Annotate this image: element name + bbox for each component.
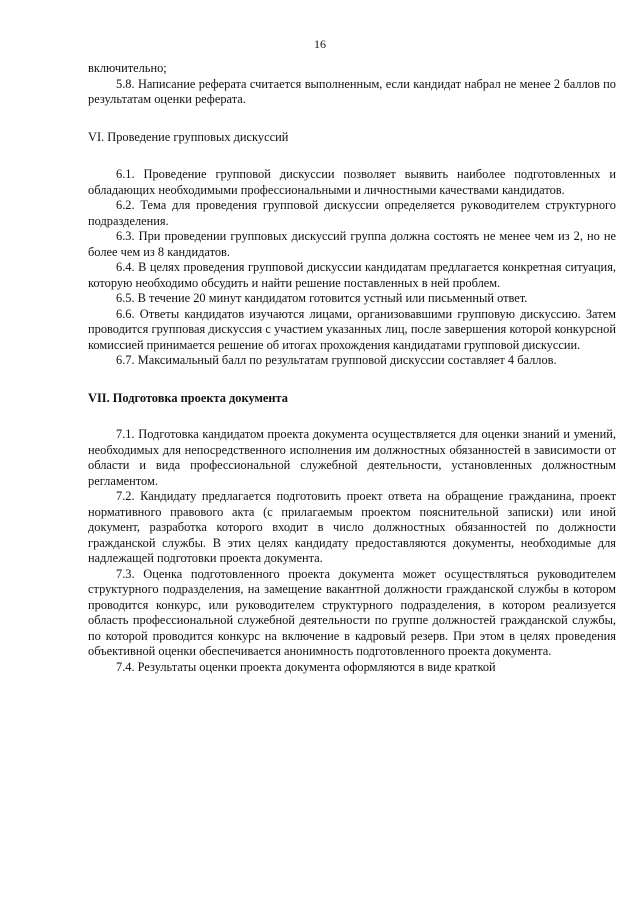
paragraph-6-6: 6.6. Ответы кандидатов изучаются лицами, организовавшими групповую дискуссию. Затем проводится групповая дискуссия с участием указанных лиц, после завершения которой конкурсной комиссией принимается решение об итогах прохождения кандидатами групповой дискуссии. bbox=[88, 306, 616, 352]
section-6-title: VI. Проведение групповых дискуссий bbox=[88, 129, 289, 144]
paragraph-7-1: 7.1. Подготовка кандидатом проекта документа осуществляется для оценки знаний и умений, необходимых для непосредственного исполнения им должностных обязанностей в зависимости от области и вида профессиональной служебной деятельности, установленных должностным регламентом. bbox=[88, 427, 616, 488]
page-number: 16 bbox=[314, 37, 326, 51]
paragraph-6-5: 6.5. В течение 20 минут кандидатом готовится устный или письменный ответ. bbox=[116, 291, 528, 305]
paragraph-6-7: 6.7. Максимальный балл по результатам групповой дискуссии составляет 4 баллов. bbox=[116, 353, 557, 367]
paragraph-6-1: 6.1. Проведение групповой дискуссии позволяет выявить наиболее подготовленных и обладающих необходимыми профессиональными и личностными качествами кандидатов. bbox=[88, 167, 616, 197]
paragraph-7-3: 7.3. Оценка подготовленного проекта документа может осуществляться руководителем структурного подразделения, на замещение вакантной должности гражданской службы в котором проводится конкурс, или руководителем структурного подразделения, в котором реализуется область профессиональной служебной деятельности по группе должностей гражданской службы, по которой проводится конкурс на включение в кадровый резерв. При этом в целях проведения объективной оценки обеспечивается анонимность подготовленного проекта документа. bbox=[88, 566, 616, 658]
paragraph-6-2: 6.2. Тема для проведения групповой дискуссии определяется руководителем структурного подразделения. bbox=[88, 198, 616, 228]
paragraph-7-4: 7.4. Результаты оценки проекта документа оформляются в виде краткой bbox=[116, 659, 496, 674]
paragraph-7-2: 7.2. Кандидату предлагается подготовить проект ответа на обращение гражданина, проект нормативного правового акта (с прилагаемым проектом пояснительной записки) или иной документ, разработка которого входит в число должностных обязанностей по должности гражданской службы. В этих целях кандидату предоставляются документы, необходимые для надлежащей подготовки проекта документа. bbox=[88, 489, 616, 565]
document-body bbox=[88, 61, 616, 675]
section-7-title: VII. Подготовка проекта документа bbox=[88, 390, 288, 405]
paragraph-5-8: 5.8. Написание реферата считается выполненным, если кандидат набрал не менее 2 баллов по результатам оценки реферата. bbox=[88, 76, 616, 106]
paragraph-6-3: 6.3. При проведении групповых дискуссий группа должна состоять не менее чем из 2, но не более чем из 8 кандидатов. bbox=[88, 229, 616, 259]
lead-fragment: включительно; bbox=[88, 61, 167, 75]
paragraph-6-4: 6.4. В целях проведения групповой дискуссии кандидатам предлагается конкретная ситуация, которую необходимо обсудить и найти решение поставленных в ней проблем. bbox=[88, 260, 616, 290]
